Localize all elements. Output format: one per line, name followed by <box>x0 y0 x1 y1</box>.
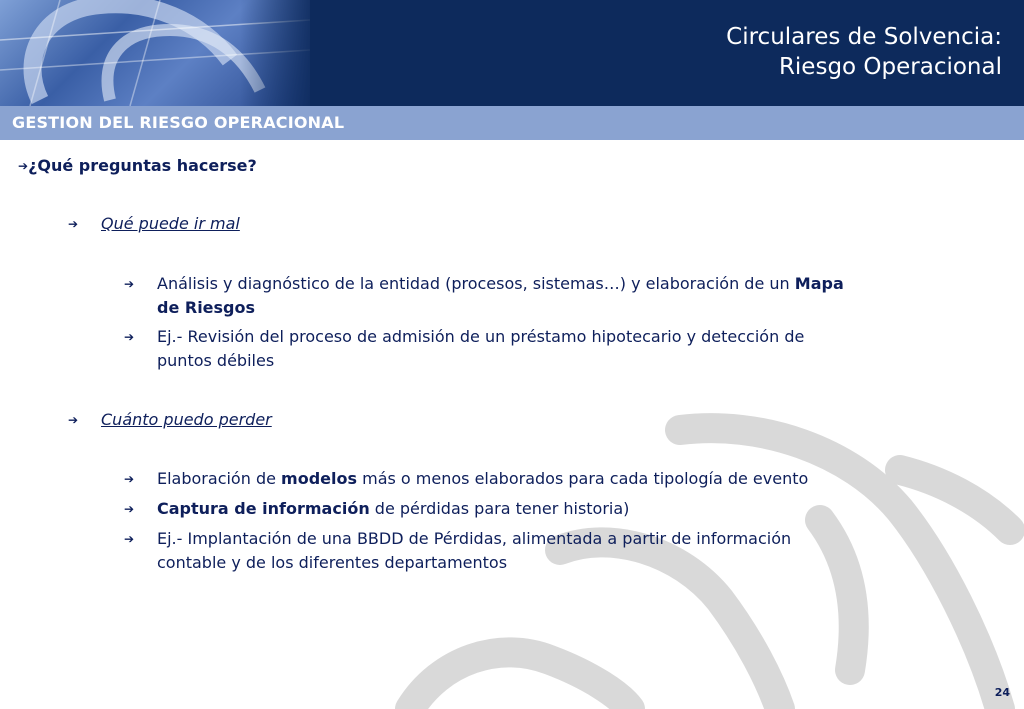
list-item <box>68 212 240 236</box>
bullet-text: Ej.- Implantación de una BBDD de Pérdidas, alimentada a partir de información contable y de los diferentes departamentos <box>157 529 792 572</box>
right-arrow-bullet-icon: ➔ <box>18 159 29 173</box>
right-arrow-bullet-icon: ➔ <box>68 413 79 427</box>
section-title: GESTION DEL RIESGO OPERACIONAL <box>12 113 345 132</box>
item-title: Cuánto puedo perder <box>101 410 272 429</box>
title-line-2: Riesgo Operacional <box>778 54 1002 80</box>
right-arrow-bullet-icon: ➔ <box>68 217 79 231</box>
list-item <box>68 408 272 432</box>
header-banner <box>0 0 1024 106</box>
list-item <box>124 325 804 373</box>
right-arrow-bullet-icon: ➔ <box>124 277 135 291</box>
list-item <box>124 527 791 575</box>
slide-content <box>0 140 1024 709</box>
bullet-text: Captura de información de pérdidas para tener historia) <box>157 499 630 518</box>
list-item <box>124 272 844 320</box>
page-title <box>726 22 1002 82</box>
title-line-1: Circulares de Solvencia: <box>726 24 1002 50</box>
item-title: Qué puede ir mal <box>101 214 240 233</box>
right-arrow-bullet-icon: ➔ <box>124 502 135 516</box>
bullet-text: Ej.- Revisión del proceso de admisión de un préstamo hipotecario y detección de puntos débiles <box>157 327 805 370</box>
bullet-text: Análisis y diagnóstico de la entidad (procesos, sistemas…) y elaboración de un Mapa de Riesgos <box>157 274 844 317</box>
list-item <box>124 497 629 521</box>
question-heading: ¿Qué preguntas hacerse? <box>28 156 257 175</box>
right-arrow-bullet-icon: ➔ <box>124 532 135 546</box>
page-number: 24 <box>994 686 1010 699</box>
right-arrow-bullet-icon: ➔ <box>124 330 135 344</box>
list-item <box>124 467 808 491</box>
right-arrow-bullet-icon: ➔ <box>124 472 135 486</box>
list-item <box>18 154 257 178</box>
bullet-text: Elaboración de modelos más o menos elaborados para cada tipología de evento <box>157 469 809 488</box>
